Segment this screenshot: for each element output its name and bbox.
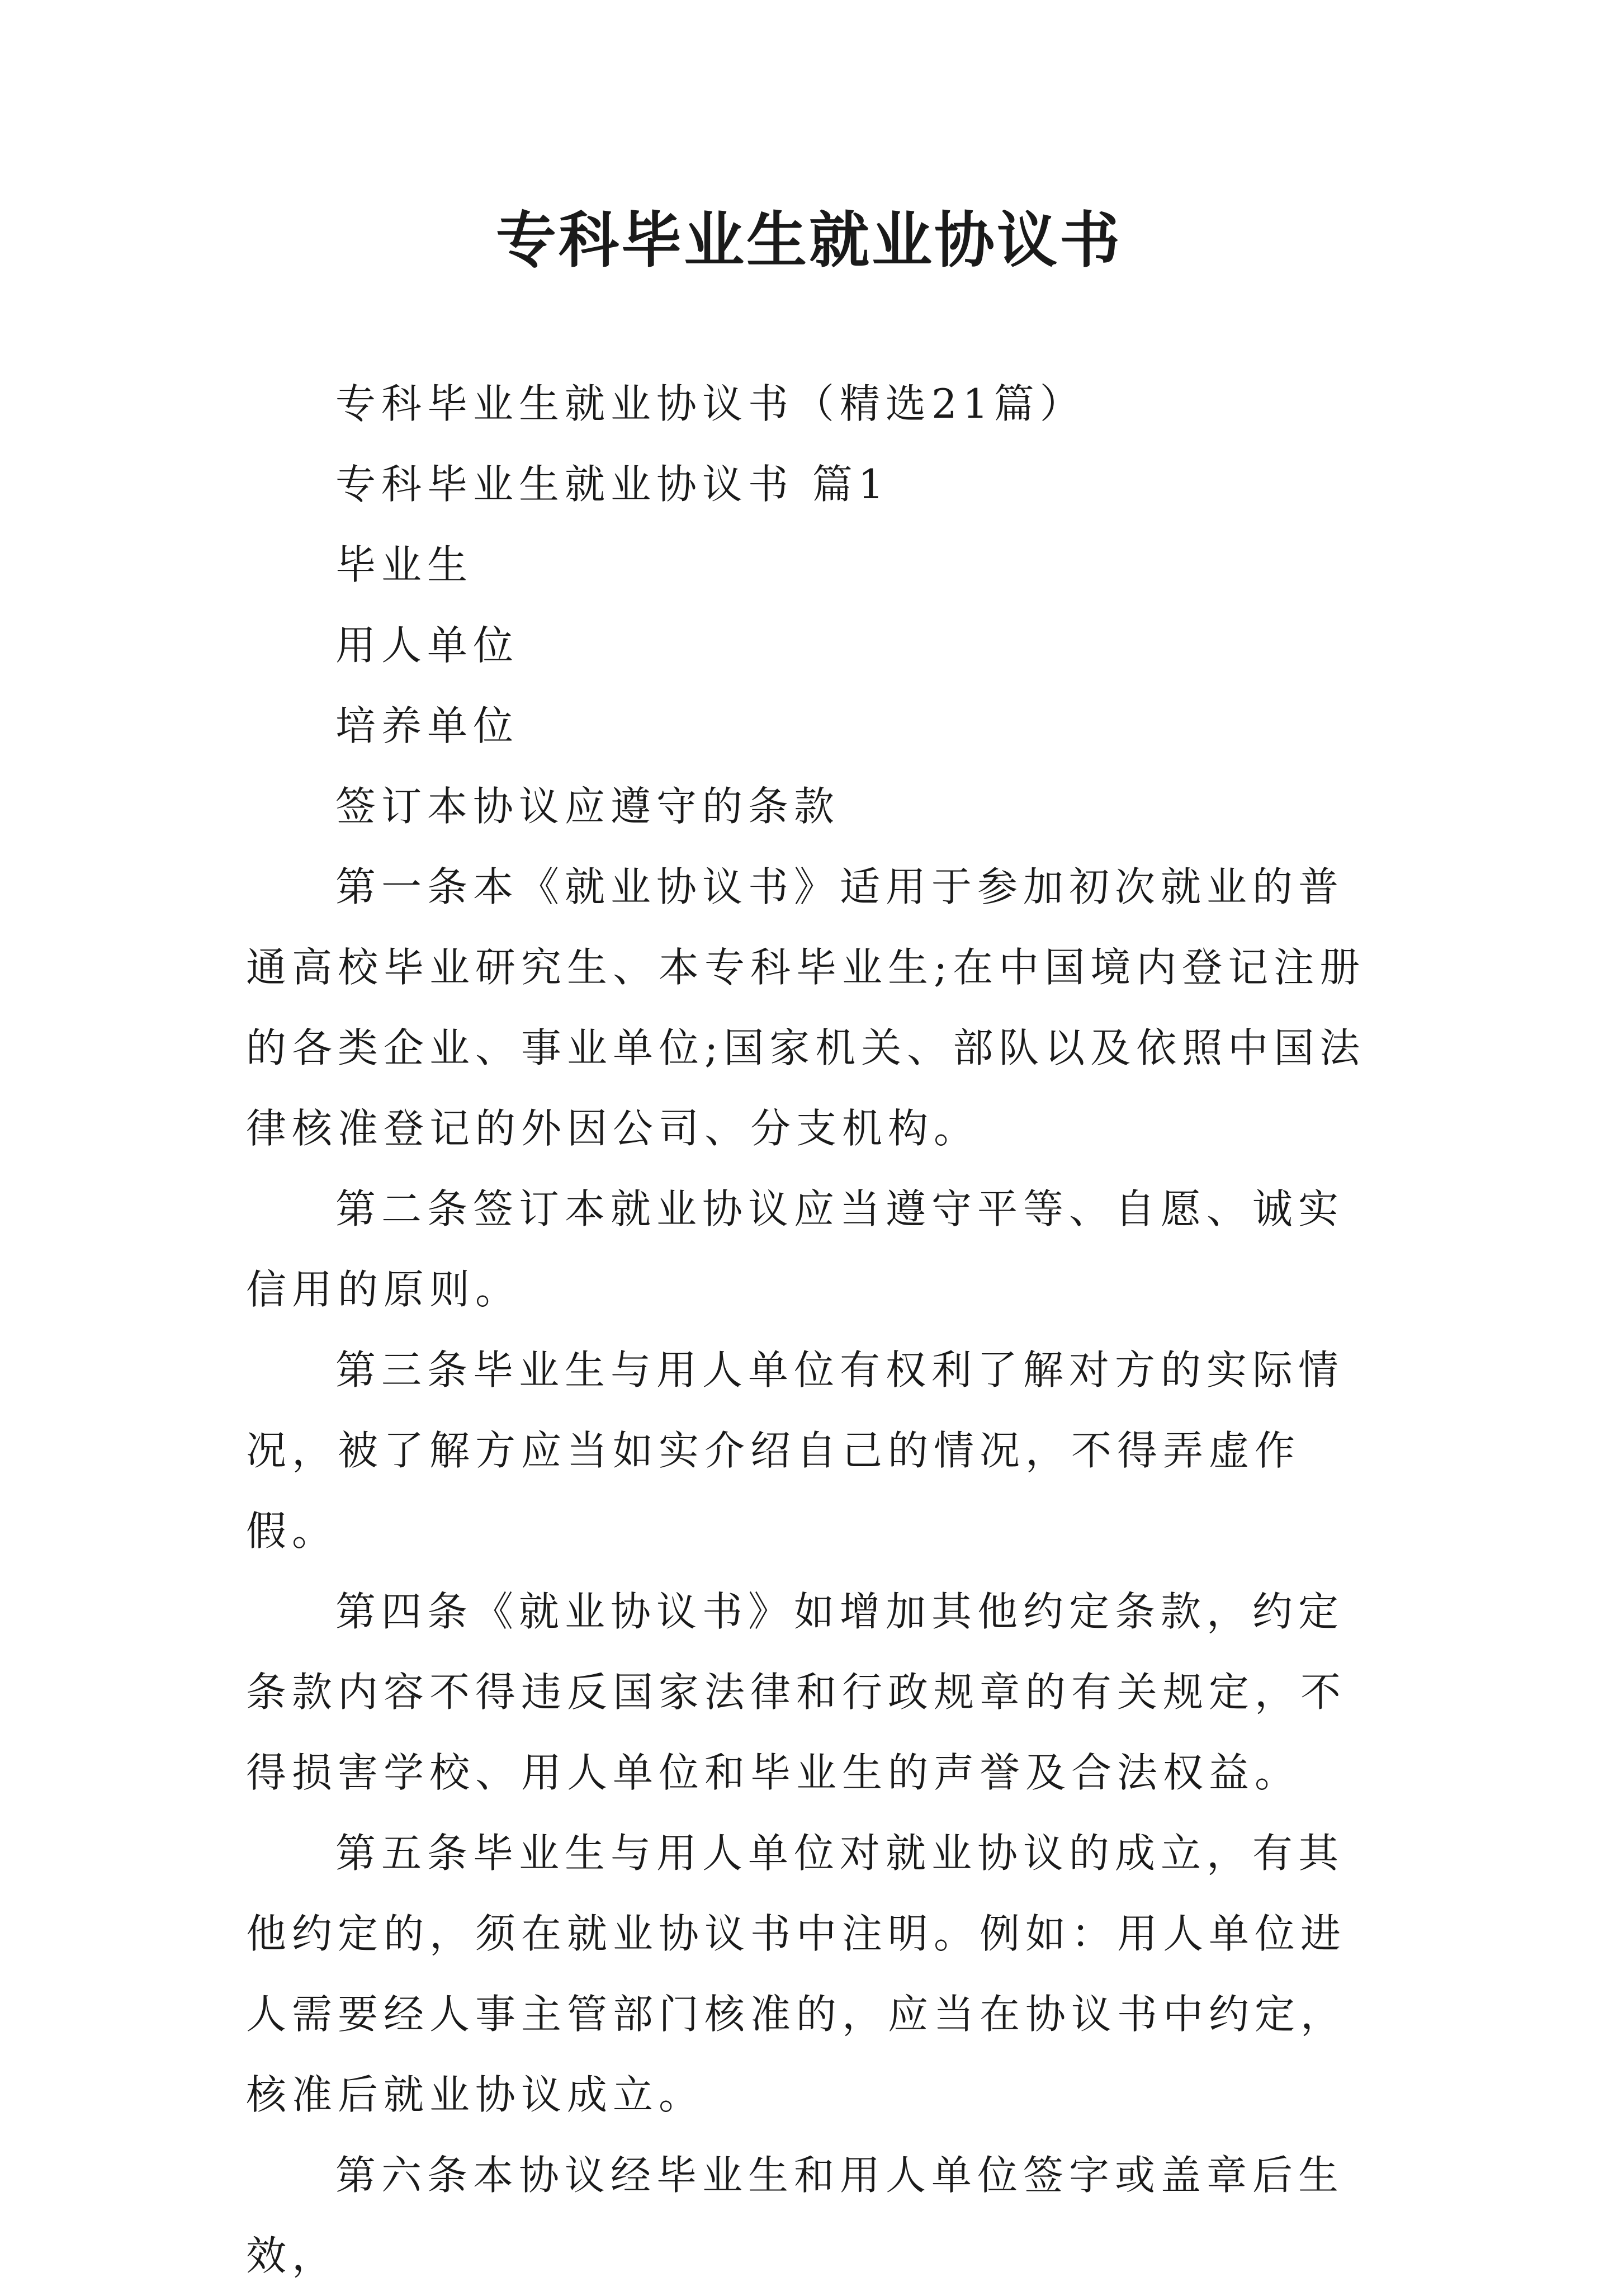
paragraph-terms-heading: 签订本协议应遵守的条款 [335, 783, 840, 830]
document-title: 专科毕业生就业协议书 [495, 205, 1122, 276]
paragraph-party-employer: 用人单位 [335, 622, 519, 669]
paragraph-section-heading: 专科毕业生就业协议书 篇1 [335, 461, 890, 508]
paragraph-article-1: 第一条本《就业协议书》适用于参加初次就业的普通高校毕业研究生、本专科毕业生;在中国境内登记注册的各类企业、事业单位;国家机关、部队以及依照中国法律核准登记的外因公司、分支机构。 [246, 863, 1366, 1152]
paragraph-article-5: 第五条毕业生与用人单位对就业协议的成立，有其他约定的，须在就业协议书中注明。例如：用人单位进人需要经人事主管部门核准的，应当在协议书中约定，核准后就业协议成立。 [246, 1830, 1347, 2118]
paragraph-subtitle: 专科毕业生就业协议书（精选21篇） [335, 380, 1086, 427]
paragraph-article-3: 第三条毕业生与用人单位有权利了解对方的实际情况，被了解方应当如实介绍自己的情况，不得弄虚作假。 [246, 1347, 1345, 1555]
paragraph-article-2: 第二条签订本就业协议应当遵守平等、自愿、诚实信用的原则。 [246, 1185, 1345, 1313]
paragraph-party-graduate: 毕业生 [335, 541, 474, 588]
paragraph-party-school: 培养单位 [335, 702, 519, 749]
document-body [246, 363, 1381, 2296]
paragraph-article-6: 第六条本协议经毕业生和用人单位签字或盖章后生效， [246, 2152, 1345, 2279]
paragraph-article-4: 第四条《就业协议书》如增加其他约定条款，约定条款内容不得违反国家法律和行政规章的有关规定，不得损害学校、用人单位和毕业生的声誉及合法权益。 [246, 1588, 1347, 1796]
